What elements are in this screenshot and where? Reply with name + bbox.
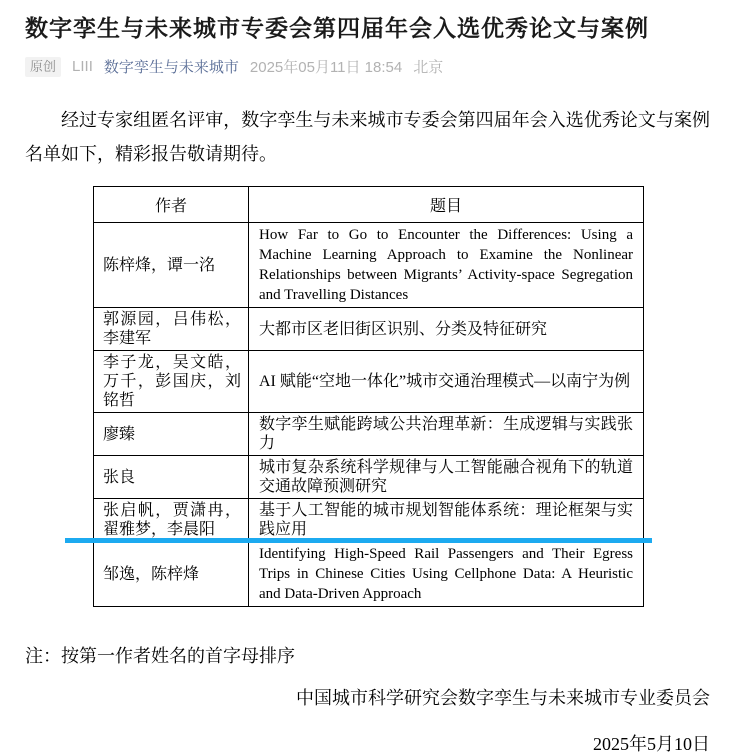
committee-signature: 中国城市科学研究会数字孪生与未来城市专业委员会 <box>296 688 710 709</box>
signature-date: 2025年5月10日 <box>593 734 710 755</box>
paper-title-cell: How Far to Go to Encounter the Differences: Using a Machine Learning Approach to Examine the Nonlinear Relationships between Migrants’ Activity-space Segregation and Travelling Distances <box>249 223 644 308</box>
paper-title-cell: AI 赋能“空地一体化”城市交通治理模式—以南宁为例 <box>249 351 644 413</box>
table-header-row <box>94 187 644 223</box>
paper-title-cell: 基于人工智能的城市规划智能体系统：理论框架与实践应用 <box>249 499 644 542</box>
paper-title-cell: 城市复杂系统科学规律与人工智能融合视角下的轨道交通故障预测研究 <box>249 456 644 499</box>
blue-highlight-line <box>65 538 652 543</box>
col-header-authors: 作者 <box>94 187 249 223</box>
table-row <box>94 456 644 499</box>
publish-datetime: 2025年05月11日 18:54 <box>249 59 403 77</box>
article-meta <box>25 56 710 77</box>
authors-cell: 陈梓烽，谭一洺 <box>94 223 249 308</box>
paper-title-cell: 大都市区老旧街区识别、分类及特征研究 <box>249 308 644 351</box>
author-name: LIII <box>72 58 93 76</box>
paper-title-cell: Identifying High-Speed Rail Passengers and Their Egress Trips in Chinese Cities Using Cellphone Data: A Heuristic and Data-Driven Approach <box>249 542 644 607</box>
intro-paragraph: 经过专家组匿名评审，数字孪生与未来城市专委会第四届年会入选优秀论文与案例名单如下，精彩报告敬请期待。 <box>25 110 710 165</box>
authors-cell: 李子龙，吴文皓，万千，彭国庆，刘铭哲 <box>94 351 249 413</box>
table-row <box>94 542 644 607</box>
table-row <box>94 223 644 308</box>
authors-cell: 廖臻 <box>94 413 249 456</box>
authors-cell: 张良 <box>94 456 249 499</box>
authors-cell: 张启帆，贾潇冉，翟雅梦，李晨阳 <box>94 499 249 542</box>
article-title: 数字孪生与未来城市专委会第四届年会入选优秀论文与案例 <box>25 15 649 41</box>
paper-title-cell: 数字孪生赋能跨域公共治理革新：生成逻辑与实践张力 <box>249 413 644 456</box>
publish-location: 北京 <box>413 59 444 77</box>
table-row <box>94 351 644 413</box>
col-header-title: 题目 <box>249 187 644 223</box>
original-badge: 原创 <box>25 57 61 77</box>
papers-table <box>93 186 644 607</box>
authors-cell: 邹逸，陈梓烽 <box>94 542 249 607</box>
table-row <box>94 308 644 351</box>
sorting-note: 注：按第一作者姓名的首字母排序 <box>25 646 295 667</box>
table-row <box>94 499 644 542</box>
table-row <box>94 413 644 456</box>
papers-table-wrap <box>93 186 643 607</box>
authors-cell: 郭源园，吕伟松，李建军 <box>94 308 249 351</box>
account-link[interactable]: 数字孪生与未来城市 <box>103 59 239 77</box>
